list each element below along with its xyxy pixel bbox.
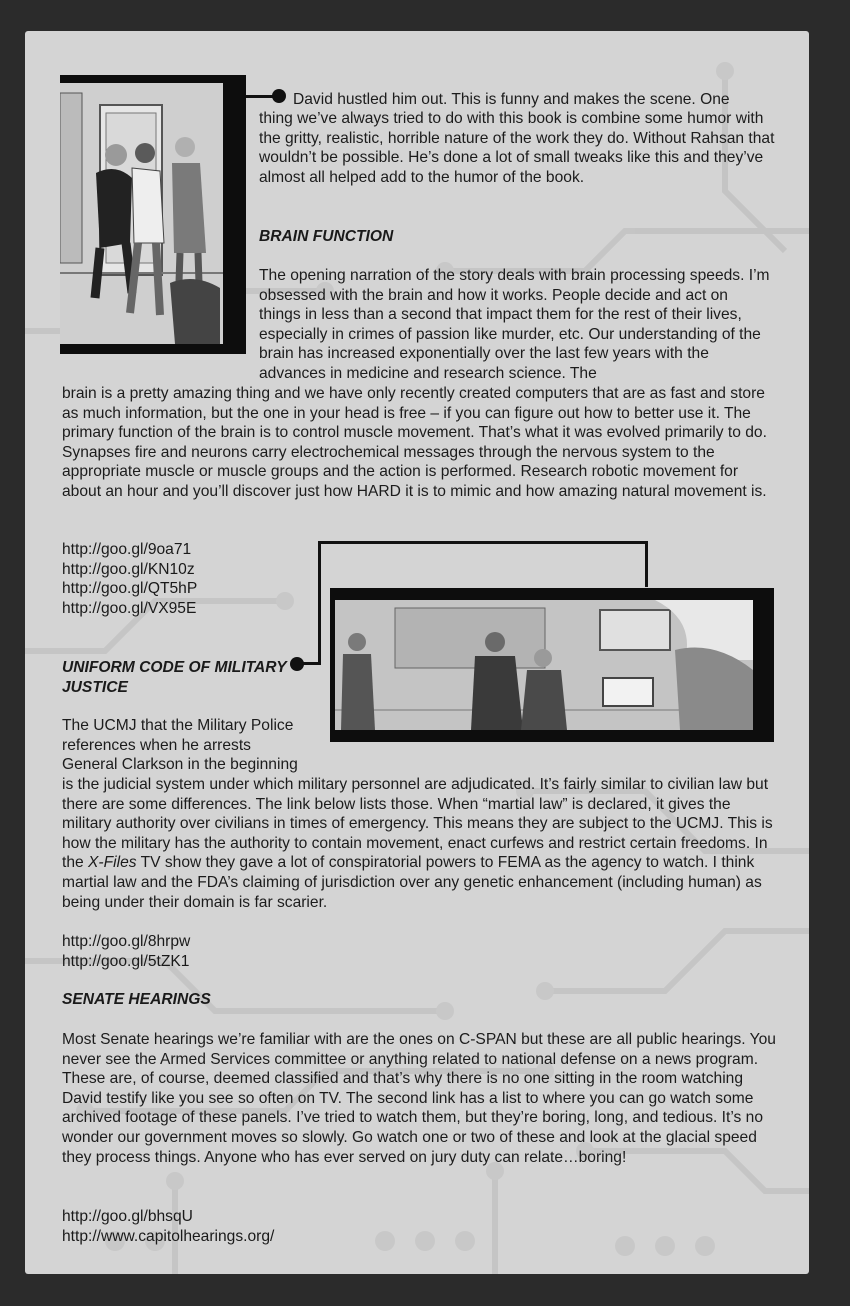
arrest-scene-illustration <box>335 600 753 730</box>
ucmj-text-part: TV show they gave a lot of conspiratorial powers to FEMA as the agency to watch. I think martial law and the FDA’s claiming of jurisdiction over any genetic enhancement (including human) as being under their domain is far scarier. <box>62 854 762 911</box>
link[interactable]: http://goo.gl/VX95E <box>62 599 197 617</box>
link[interactable]: http://goo.gl/9oa71 <box>62 541 192 558</box>
ucmj-heading <box>62 658 287 697</box>
intro-paragraph: thing we’ve always tried to do with this book is combine some humor with the gritty, realistic, horrible nature of the work they do. Without Rahsan that wouldn’t be possible. He’s done a lot of small tweaks like this and they’ve almost all helped add to the humor of the book. <box>259 110 775 186</box>
callout-line <box>301 662 321 665</box>
text-line: references when he arrests <box>62 736 251 754</box>
comic-commentary-page <box>25 31 809 1274</box>
ucmj-italic-title: X-Files <box>88 854 137 872</box>
comic-panel-arrest <box>330 588 774 742</box>
link[interactable]: http://goo.gl/5tZK1 <box>62 952 190 970</box>
text-line: General Clarkson in the beginning <box>62 756 298 774</box>
link[interactable]: http://www.capitolhearings.org/ <box>62 1227 275 1245</box>
ucmj-heading-line1: UNIFORM CODE OF MILITARY <box>62 659 287 676</box>
link[interactable]: http://goo.gl/8hrpw <box>62 933 191 950</box>
intro-first-line: David hustled him out. This is funny and makes the scene. One <box>293 91 730 108</box>
brain-function-links <box>62 540 197 618</box>
link[interactable]: http://goo.gl/KN10z <box>62 560 195 578</box>
link[interactable]: http://goo.gl/QT5hP <box>62 580 198 598</box>
ucmj-links <box>62 932 190 971</box>
senate-hearings-heading: SENATE HEARINGS <box>62 991 211 1008</box>
ucmj-wide-text <box>62 775 778 912</box>
callout-line <box>318 541 321 665</box>
brain-function-heading: BRAIN FUNCTION <box>259 228 394 245</box>
text-line: The UCMJ that the Military Police <box>62 717 294 734</box>
ucmj-heading-line2: JUSTICE <box>62 678 128 696</box>
callout-dot <box>290 657 304 671</box>
brain-function-wide-text: brain is a pretty amazing thing and we have only recently created computers that are as fast and store as much information, but the one in your head is free – if you can figure out how to better use it. The primary function of the brain is to control muscle movement. That’s what it was evolved primarily to do. Synapses fire and neurons carry electrochemical messages through the nervous system to the appropriate muscle or muscle groups and the action is performed. Research robotic movement for about an hour and you’ll discover just how HARD it is to mimic and how amazing natural movement is. <box>62 385 767 500</box>
senate-links <box>62 1207 274 1246</box>
senate-hearings-text: Most Senate hearings we’re familiar with are the ones on C-SPAN but these are all public hearings. You never see the Armed Services committee or anything related to national defense on a news program. These are, of course, deemed classified and that’s why there is no one sitting in the room watching David testify like you see so often on TV. The second link has a list to where you can go watch some archived footage of these panels. I’ve tried to watch them, but they’re boring, long, and tedious. It’s no wonder our government moves so slowly. Go watch one or two of these and look at the glacial speed they process things. Anyone who has ever served on jury duty can relate…boring! <box>62 1031 776 1166</box>
callout-line <box>645 541 648 587</box>
ucmj-narrow-text <box>62 716 322 775</box>
callout-dot <box>272 89 286 103</box>
ucmj-text-part: is the judicial system under which military personnel are adjudicated. It’s fairly similar to civilian law but there are some differences. The link below lists those. When “martial law” is declared, it gives the military authority over civilians in times of emergency. This means they are subject to the UCMJ. This is how the military has the authority to contain movement, enact curfews and restrict certain freedoms. In the <box>62 776 773 872</box>
callout-line <box>318 541 648 544</box>
link[interactable]: http://goo.gl/bhsqU <box>62 1208 193 1225</box>
hallway-scene-illustration <box>60 83 223 344</box>
brain-function-narrow-text: The opening narration of the story deals with brain processing speeds. I’m obsessed with the brain and how it works. People decide and act on things in less than a second that impact them for the rest of their lives, especially in crimes of passion like murder, etc. Our understanding of the brain has increased exponentially over the last few years with the advances in medicine and research science. The <box>259 267 770 382</box>
comic-panel-hallway <box>60 75 246 354</box>
